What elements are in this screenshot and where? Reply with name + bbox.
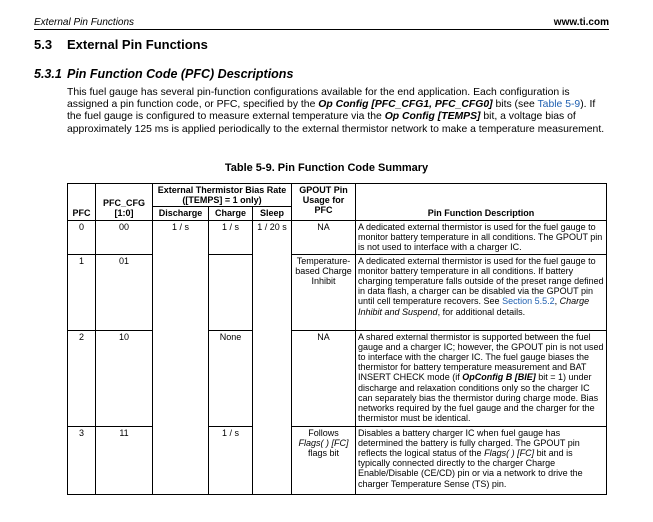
header-charge: Charge bbox=[209, 207, 253, 220]
header-site[interactable]: www.ti.com bbox=[553, 17, 609, 28]
subsection-heading bbox=[34, 67, 293, 81]
gpout-text: flags bit bbox=[307, 448, 340, 459]
desc-italic: Flags( ) [FC] bbox=[484, 448, 535, 459]
cell-desc bbox=[356, 330, 607, 426]
cell-sleep bbox=[253, 254, 292, 330]
table-row bbox=[68, 254, 607, 330]
cell-charge: None bbox=[209, 330, 253, 426]
para-ref-temps: Op Config [TEMPS] bbox=[384, 111, 481, 123]
subsection-title: Pin Function Code (PFC) Descriptions bbox=[67, 67, 294, 81]
cell-desc: A dedicated external thermistor is used for the fuel gauge to monitor battery temperature in all conditions. The GPOUT pin is not used to interface with a charger IC. bbox=[356, 220, 607, 254]
table-row bbox=[68, 426, 607, 494]
header-bias-group bbox=[153, 184, 292, 207]
para-text-2: bits (see bbox=[492, 99, 538, 111]
section-heading bbox=[34, 37, 208, 52]
section-number: 5.3 bbox=[34, 37, 53, 52]
desc-text: Disables a battery charger IC when fuel gauge has determined the battery is fully charged. The GPOUT pin reflects the logical status of the bbox=[358, 427, 580, 459]
cell-gpout bbox=[292, 426, 356, 494]
cell-sleep bbox=[253, 426, 292, 494]
desc-text: bit and is typically connected directly to the charger Charge Enable/Disable (CE/CD) pin or via a network to drive the charger Temperature Sense (TS) pin. bbox=[358, 448, 583, 489]
cell-pfc: 2 bbox=[68, 330, 96, 426]
header-pfc: PFC bbox=[68, 184, 96, 221]
desc-text: A shared external thermistor is supported between the fuel gauge and a charger IC; however, the GPOUT pin is not used to interface with the charger IC. The fuel gauge biases the thermistor for battery temperature measurement and BAT INSERT CHECK mode (if bbox=[358, 331, 604, 383]
cell-gpout: NA bbox=[292, 330, 356, 426]
desc-text: , for additional details. bbox=[437, 306, 526, 317]
cell-pfc: 3 bbox=[68, 426, 96, 494]
subsection-number: 5.3.1 bbox=[34, 67, 62, 81]
cell-cfg: 00 bbox=[96, 220, 153, 254]
header-gpout: GPOUT Pin Usage for PFC bbox=[292, 184, 356, 221]
header-discharge: Discharge bbox=[153, 207, 209, 220]
cell-discharge: 1 / s bbox=[153, 220, 209, 254]
desc-text: , bbox=[554, 296, 560, 307]
header-desc: Pin Function Description bbox=[356, 184, 607, 221]
cell-discharge bbox=[153, 330, 209, 426]
page-header bbox=[34, 17, 609, 29]
section-5-5-2-link[interactable]: Section 5.5.2 bbox=[502, 296, 555, 307]
cell-cfg: 11 bbox=[96, 426, 153, 494]
header-pfc-cfg: PFC_CFG [1:0] bbox=[96, 184, 153, 221]
cell-sleep bbox=[253, 330, 292, 426]
cell-sleep: 1 / 20 s bbox=[253, 220, 292, 254]
table-row bbox=[68, 330, 607, 426]
cell-discharge bbox=[153, 426, 209, 494]
desc-italic: Charge Inhibit and Suspend bbox=[358, 296, 590, 317]
para-text-4: bit, a voltage bias of approximately 125 ms is applied periodically to the external thermistor network to make a temperature measurement. bbox=[67, 111, 605, 135]
header-bias-title: External Thermistor Bias Rate bbox=[157, 185, 287, 195]
cell-gpout: NA bbox=[292, 220, 356, 254]
header-rule bbox=[34, 29, 609, 30]
para-text-3: ). If the fuel gauge is configured to measure external temperature via the bbox=[67, 99, 596, 123]
para-ref-pfc-cfg: Op Config [PFC_CFG1, PFC_CFG0] bbox=[318, 99, 493, 111]
cell-pfc: 1 bbox=[68, 254, 96, 330]
para-text-1: This fuel gauge has several pin-function configurations available for the end application. Each configuration is assigned a pin function code, or PFC, specified by the bbox=[67, 87, 570, 111]
table-row bbox=[68, 220, 607, 254]
desc-text: A dedicated external thermistor is used for the fuel gauge to monitor battery temperature in all conditions. If battery charging temperature falls outside of the preset range defined in data flash, a charger can be disabled via the GPOUT pin until cell temperature recovers. See bbox=[358, 255, 604, 307]
table-5-9-link[interactable]: Table 5-9 bbox=[537, 99, 581, 111]
table-caption: Table 5-9. Pin Function Code Summary bbox=[224, 162, 429, 174]
desc-bold: OpConfig B [BIE] bbox=[462, 372, 536, 383]
cell-pfc: 0 bbox=[68, 220, 96, 254]
cell-discharge bbox=[153, 254, 209, 330]
section-title: External Pin Functions bbox=[67, 37, 208, 52]
desc-text: bit = 1) under discharge and relaxation conditions only so the charger IC can separately bias the thermistor during charge mode. Bias networks required by the fuel gauge and the charger for the thermistor must be identical. bbox=[358, 372, 599, 424]
cell-gpout: Temperature-based Charge Inhibit bbox=[292, 254, 356, 330]
header-section-label: External Pin Functions bbox=[34, 17, 135, 28]
header-sleep: Sleep bbox=[253, 207, 292, 220]
cell-desc bbox=[356, 254, 607, 330]
gpout-italic: Flags( ) [FC] bbox=[298, 437, 349, 448]
pin-function-table bbox=[67, 183, 607, 495]
cell-desc bbox=[356, 426, 607, 494]
cell-cfg: 01 bbox=[96, 254, 153, 330]
header-bias-sub: ([TEMPS] = 1 only) bbox=[182, 195, 262, 206]
cell-charge bbox=[209, 254, 253, 330]
intro-paragraph bbox=[67, 87, 607, 136]
cell-charge: 1 / s bbox=[209, 220, 253, 254]
gpout-text: Follows bbox=[308, 427, 339, 438]
cell-charge: 1 / s bbox=[209, 426, 253, 494]
cell-cfg: 10 bbox=[96, 330, 153, 426]
